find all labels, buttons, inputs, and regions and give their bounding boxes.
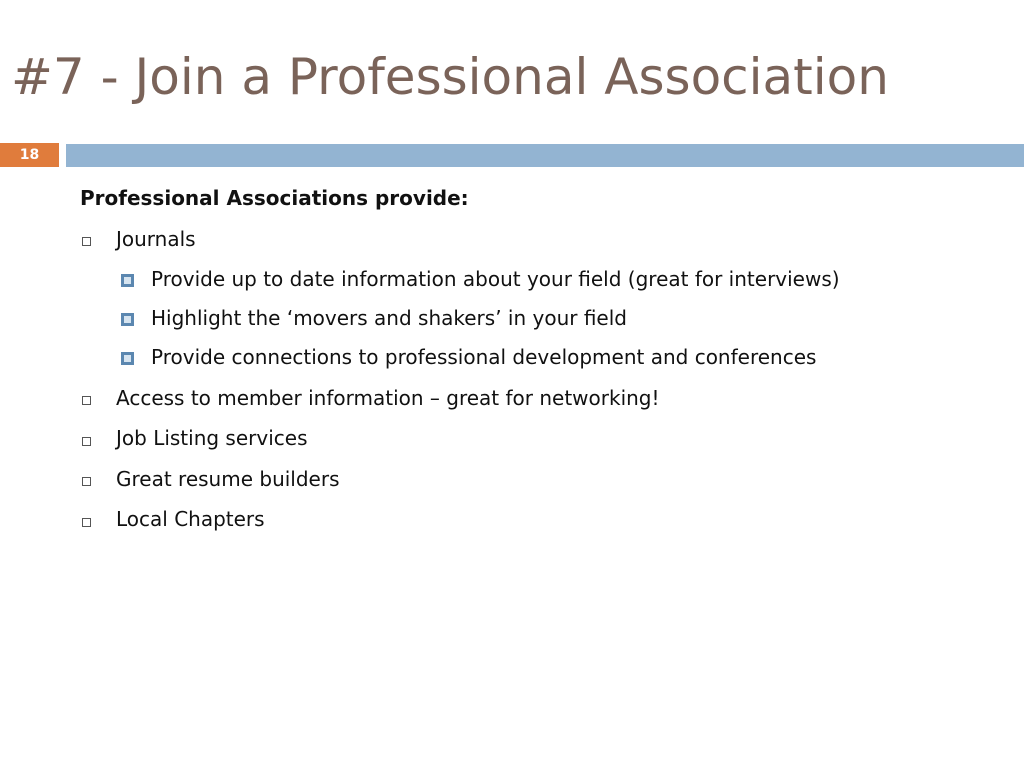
filled-square-bullet-icon [121,313,134,326]
sub-list-item [151,306,627,330]
list-item [116,386,660,410]
list-item [116,507,265,531]
sub-list-item-label: Highlight the ‘movers and shakers’ in your field [151,306,627,330]
hollow-square-bullet-icon [82,518,91,527]
sub-list-item [151,345,816,369]
sub-list-item-label: Provide up to date information about your field (great for interviews) [151,267,840,291]
slide-title: #7 - Join a Professional Association [11,48,889,106]
list-item-label: Local Chapters [116,507,265,531]
body-heading: Professional Associations provide: [80,186,469,210]
filled-square-bullet-icon [121,274,134,287]
list-item-label: Access to member information – great for networking! [116,386,660,410]
filled-square-bullet-icon [121,352,134,365]
hollow-square-bullet-icon [82,396,91,405]
hollow-square-bullet-icon [82,437,91,446]
list-item-label: Great resume builders [116,467,340,491]
list-item [116,227,196,251]
list-item [116,426,308,450]
sub-list-item [151,267,840,291]
slide-number-badge: 18 [0,143,59,167]
list-item-label: Job Listing services [116,426,308,450]
hollow-square-bullet-icon [82,237,91,246]
sub-list-item-label: Provide connections to professional development and conferences [151,345,817,369]
hollow-square-bullet-icon [82,477,91,486]
list-item [116,467,340,491]
list-item-label: Journals [116,227,196,251]
